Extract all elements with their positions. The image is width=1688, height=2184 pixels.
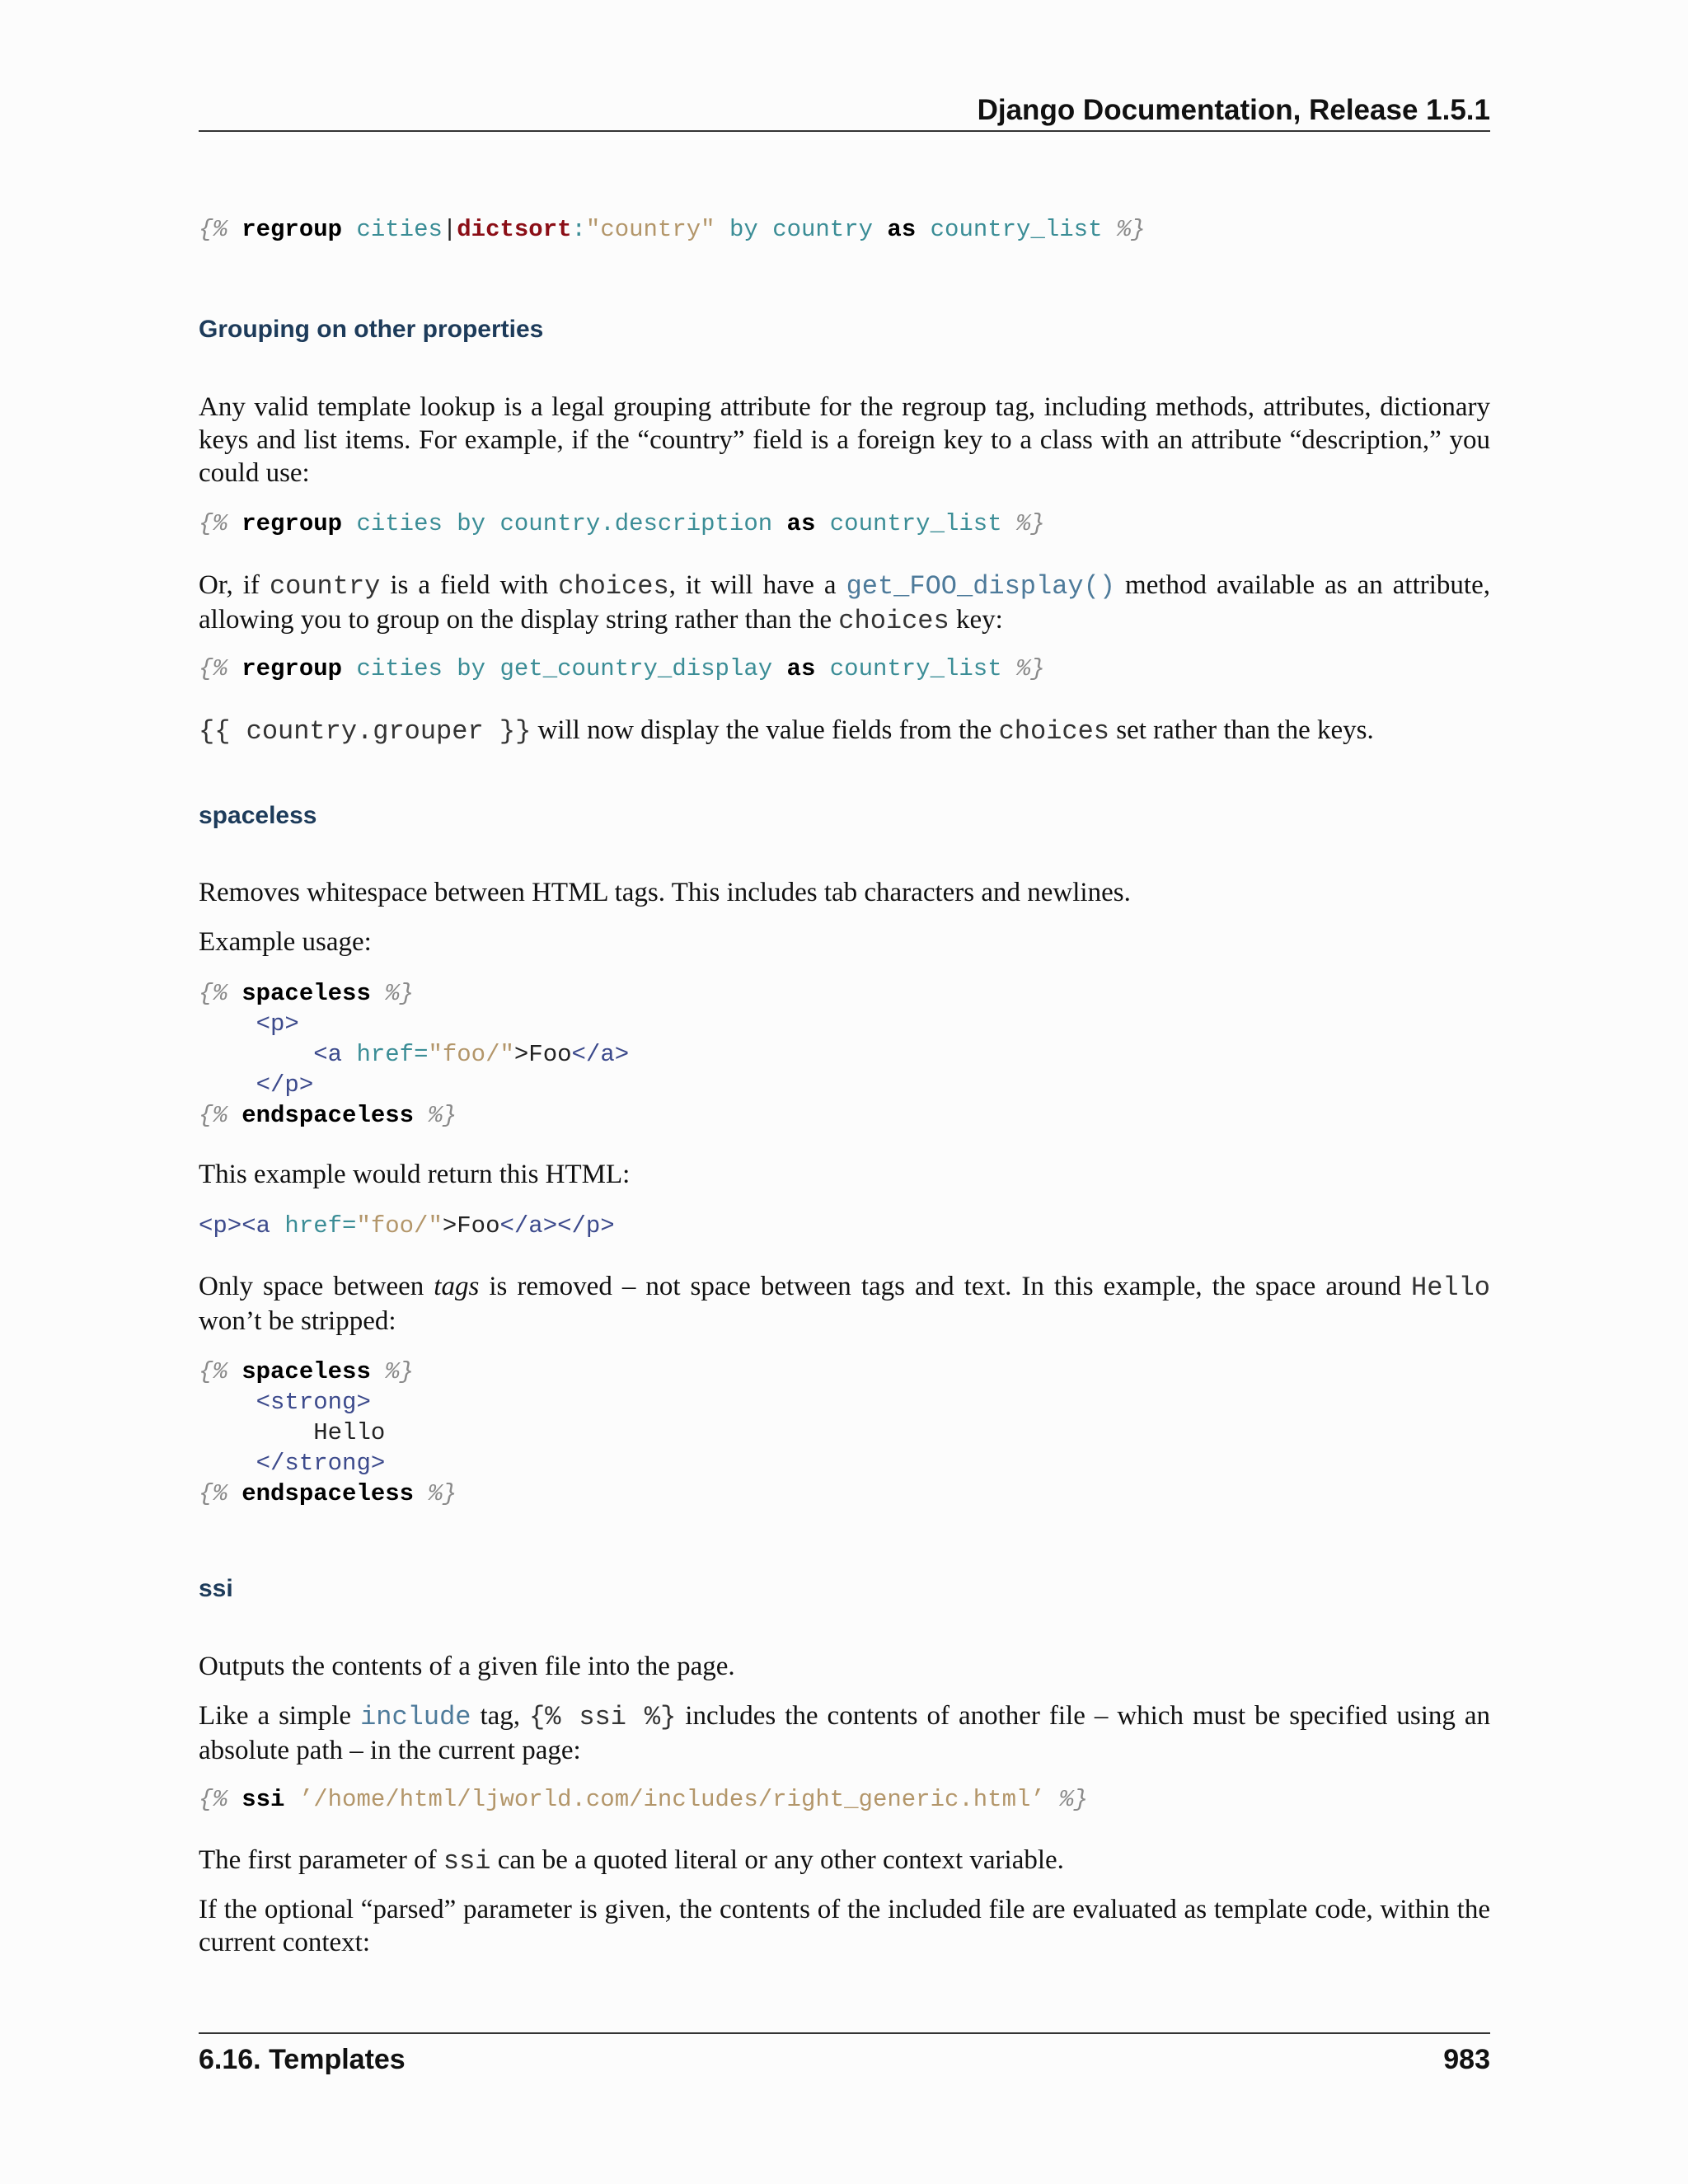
paragraph-spaceless-desc: Removes whitespace between HTML tags. This includes tab characters and newlines. [199,878,1131,907]
paragraph-example-usage: Example usage: [199,927,372,957]
running-header: Django Documentation, Release 1.5.1 [977,94,1490,126]
code-ssi-example: {% ssi ’/home/html/ljworld.com/includes/right_generic.html’ %} [199,1786,1089,1813]
paragraph-grouper: {{ country.grouper }} will now display the value fields from the choices set rather than the keys. [199,715,1374,747]
section-heading-grouping: Grouping on other properties [199,316,544,343]
document-page [199,0,1490,2184]
section-heading-spaceless: spaceless [199,802,317,829]
page-number: 983 [1443,2044,1490,2075]
paragraph-choices: Or, if country is a field with choices, it will have a get_FOO_display() method available as an attribute, allowing you to group on the display string rather than the choices key: [199,570,1490,636]
code-regroup-description: {% regroup cities by country.description as country_list %} [199,510,1045,537]
include-link[interactable]: include [360,1702,471,1732]
page-footer [199,2041,1490,2079]
footer-rule [199,2032,1490,2034]
get-foo-display-link[interactable]: get_FOO_display() [846,571,1116,602]
code-html-output: <p><a href="foo/">Foo</a></p> [199,1212,615,1240]
code-regroup-dictsort: {% regroup cities|dictsort:"country" by country as country_list %} [199,216,1146,243]
paragraph-grouping-intro: Any valid template lookup is a legal grouping attribute for the regroup tag, including methods, attributes, dictionary keys and list items. For example, if the “country” field is a foreign key to a class with an attribute “description,” you could use: [199,392,1490,488]
code-spaceless-strong: {% spaceless %} <strong> Hello </strong> {% endspaceless %} [199,1358,457,1507]
code-regroup-display: {% regroup cities by get_country_display as country_list %} [199,655,1045,682]
paragraph-returns-html: This example would return this HTML: [199,1160,631,1189]
header-rule [199,130,1490,132]
paragraph-ssi-include: Like a simple include tag, {% ssi %} includes the contents of another file – which must be specified using an absolute path – in the current page: [199,1701,1490,1765]
paragraph-ssi-parameter: The first parameter of ssi can be a quoted literal or any other context variable. [199,1845,1064,1877]
footer-section: 6.16. Templates [199,2044,406,2075]
code-spaceless-example: {% spaceless %} <p> <a href="foo/">Foo</a> </p> {% endspaceless %} [199,980,630,1129]
paragraph-ssi-parsed: If the optional “parsed” parameter is given, the contents of the included file are evaluated as template code, within the current context: [199,1895,1490,1957]
section-heading-ssi: ssi [199,1575,233,1602]
paragraph-ssi-desc: Outputs the contents of a given file into the page. [199,1652,735,1681]
paragraph-tags-only: Only space between tags is removed – not space between tags and text. In this example, the space around Hello won’t be stripped: [199,1272,1490,1336]
